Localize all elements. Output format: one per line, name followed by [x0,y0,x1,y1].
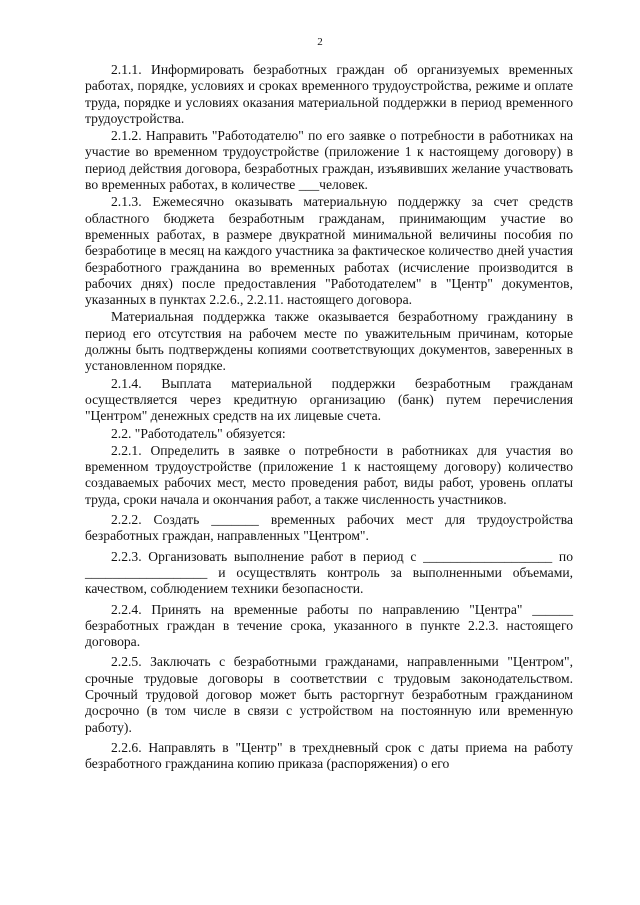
clause-2-2-heading: 2.2. "Работодатель" обязуется: [111,425,286,441]
clause-2-2-6: 2.2.6. Направлять в "Центр" в трехдневный срок с даты приема на работу безработного гражданина копию приказа (распоряжения) о его [85,739,573,772]
clause-2-1-1: 2.1.1. Информировать безработных граждан об организуемых временных работах, порядке, условиях и сроках временного трудоустройства, режиме и оплате труда, порядке и условиях оказания материальной поддержки в период временного трудоустройства. [85,62,573,126]
clause-2-2-3: 2.2.3. Организовать выполнение работ в период с ___________________ по __________________ и осуществлять контроль за выполненными объемами, качеством, соблюдением техники безопасности. [85,548,573,597]
material-support-paragraph: Материальная поддержка также оказывается безработному гражданину в период его отсутствия на рабочем месте по уважительным причинам, которые должны быть подтверждены копиями соответствующих документов, заверенных в установленном порядке. [85,309,573,374]
clause-2-1-4: 2.1.4. Выплата материальной поддержки безработным гражданам осуществляется через кредитную организацию (банк) путем перечисления "Центром" денежных средств на их лицевые счета. [85,375,573,424]
clause-2-2-5: 2.2.5. Заключать с безработными гражданами, направленными "Центром", срочные трудовые договоры в соответствии с трудовым законодательством. Срочный трудовой договор может быть расторгнут безработным гражданином досрочно (в том числе в связи с устройством на постоянную или временную работу). [85,654,573,735]
document-body [85,62,573,772]
clause-2-2-4: 2.2.4. Принять на временные работы по направлению "Центра" ______ безработных граждан в течение срока, указанного в пункте 2.2.3. настоящего договора. [85,601,573,650]
clause-2-1-3: 2.1.3. Ежемесячно оказывать материальную поддержку за счет средств областного бюджета безработным гражданам, принимающим участие во временных работах, в размере двукратной минимальной величины пособия по безработице в месяц на каждого участника за фактическое количество дней участия безработного гражданина во временных работах (исчисление производится в рабочих днях) после предоставления "Работодателем" в "Центр" документов, указанных в пунктах 2.2.6., 2.2.11. настоящего договора. [85,194,573,308]
page-number: 2 [317,36,323,48]
clause-2-1-2: 2.1.2. Направить "Работодателю" по его заявке о потребности в работниках на участие во временном трудоустройстве (приложение 1 к настоящему договору) в период действия договора, безработных граждан, изъявивших желание участвовать во временных работах, в количестве ___человек. [85,128,573,193]
clause-2-2-2: 2.2.2. Создать _______ временных рабочих мест для трудоустройства безработных граждан, направленных "Центром". [85,512,573,544]
clause-2-2-1: 2.2.1. Определить в заявке о потребности в работниках для участия во временном трудоустройстве (приложение 1 к настоящему договору) количество создаваемых рабочих мест, место проведения работ, виды работ, уровень оплаты труда, сроки начала и окончания работ, а также численность участников. [85,442,573,507]
